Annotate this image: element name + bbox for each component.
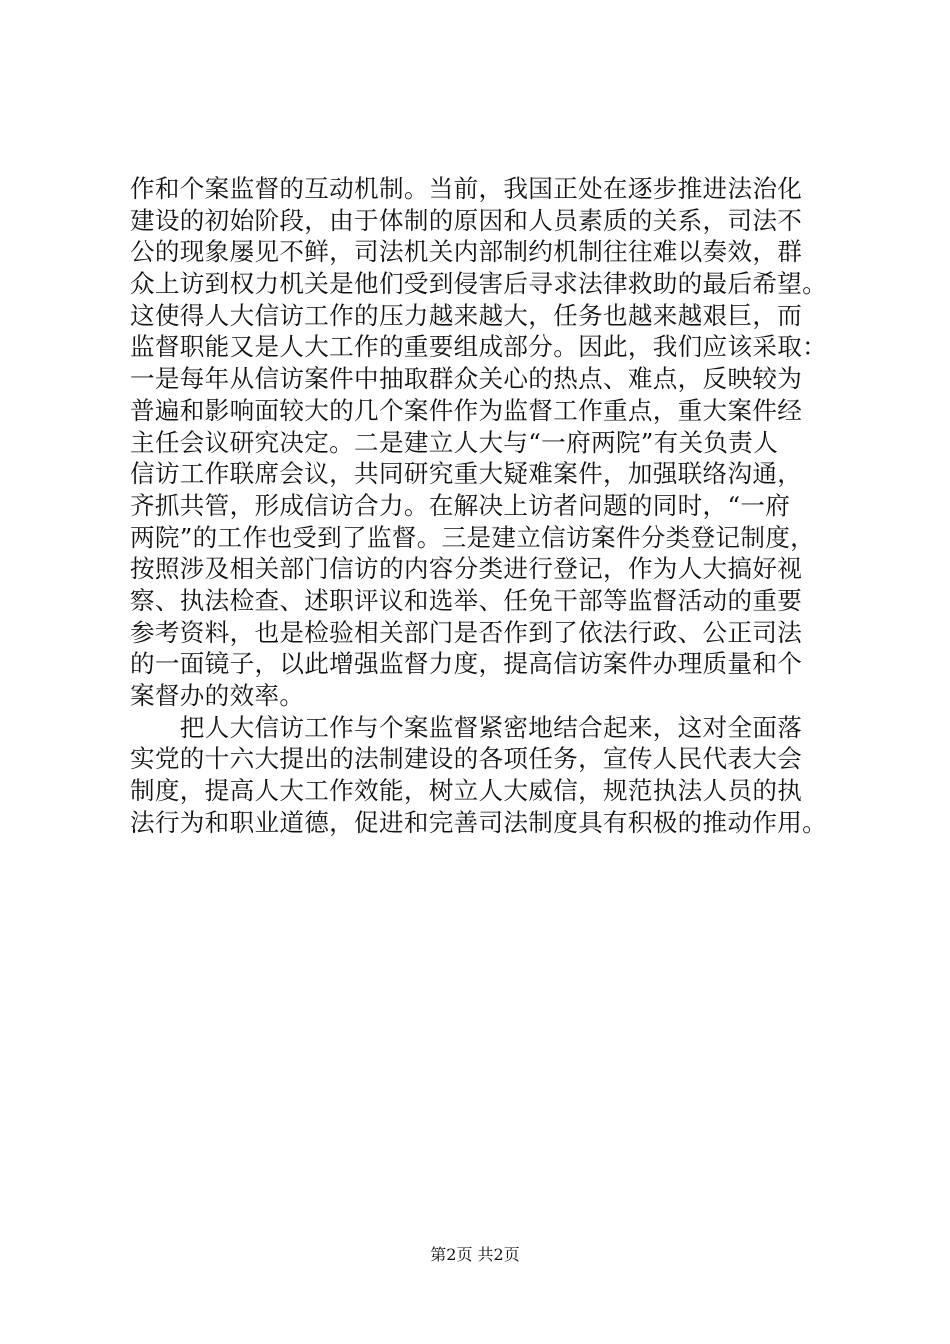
text-line: 两院”的工作也受到了监督。三是建立信访案件分类登记制度， (130, 522, 816, 552)
text-line: 参考资料，也是检验相关部门是否作到了依法行政、公正司法 (130, 617, 803, 647)
text-line: 案督办的效率。 (130, 681, 305, 710)
body-text (130, 173, 850, 838)
text-line: 的一面镜子，以此增强监督力度，提高信访案件办理质量和个 (130, 649, 803, 679)
text-line: 法行为和职业道德，促进和完善司法制度具有积极的推动作用。 (130, 807, 828, 837)
text-line: 众上访到权力机关是他们受到侵害后寻求法律救助的最后希望。 (130, 269, 828, 299)
text-line: 作和个案监督的互动机制。当前，我国正处在逐步推进法治化 (130, 174, 803, 203)
text-line: 建设的初始阶段，由于体制的原因和人员素质的关系，司法不 (130, 205, 803, 235)
text-line: 信访工作联席会议，共同研究重大疑难案件，加强联络沟通， (130, 459, 803, 489)
text-line: 这使得人大信访工作的压力越来越大，任务也越来越艰巨，而 (130, 300, 803, 330)
text-line: 按照涉及相关部门信访的内容分类进行登记，作为人大搞好视 (130, 554, 803, 584)
paragraph-start-line: 把人大信访工作与个案监督紧密地结合起来，这对全面落 (130, 712, 803, 742)
text-line: 普遍和影响面较大的几个案件作为监督工作重点，重大案件经 (130, 395, 803, 425)
text-line: 监督职能又是人大工作的重要组成部分。因此，我们应该采取： (130, 332, 828, 362)
text-line: 察、执法检查、述职评议和选举、任免干部等监督活动的重要 (130, 585, 803, 615)
text-line: 齐抓共管，形成信访合力。在解决上访者问题的同时，“一府 (130, 490, 791, 520)
text-line: 实党的十六大提出的法制建设的各项任务，宣传人民代表大会 (130, 744, 803, 774)
text-line: 主任会议研究决定。二是建立人大与“一府两院”有关负责人 (130, 427, 779, 457)
page-footer: 第2页 共2页 (430, 1245, 520, 1264)
text-line: 一是每年从信访案件中抽取群众关心的热点、难点，反映较为 (130, 364, 803, 394)
text-line: 制度，提高人大工作效能，树立人大威信，规范执法人员的执 (130, 776, 803, 806)
text-line: 公的现象屡见不鲜，司法机关内部制约机制往往难以奏效，群 (130, 237, 803, 267)
